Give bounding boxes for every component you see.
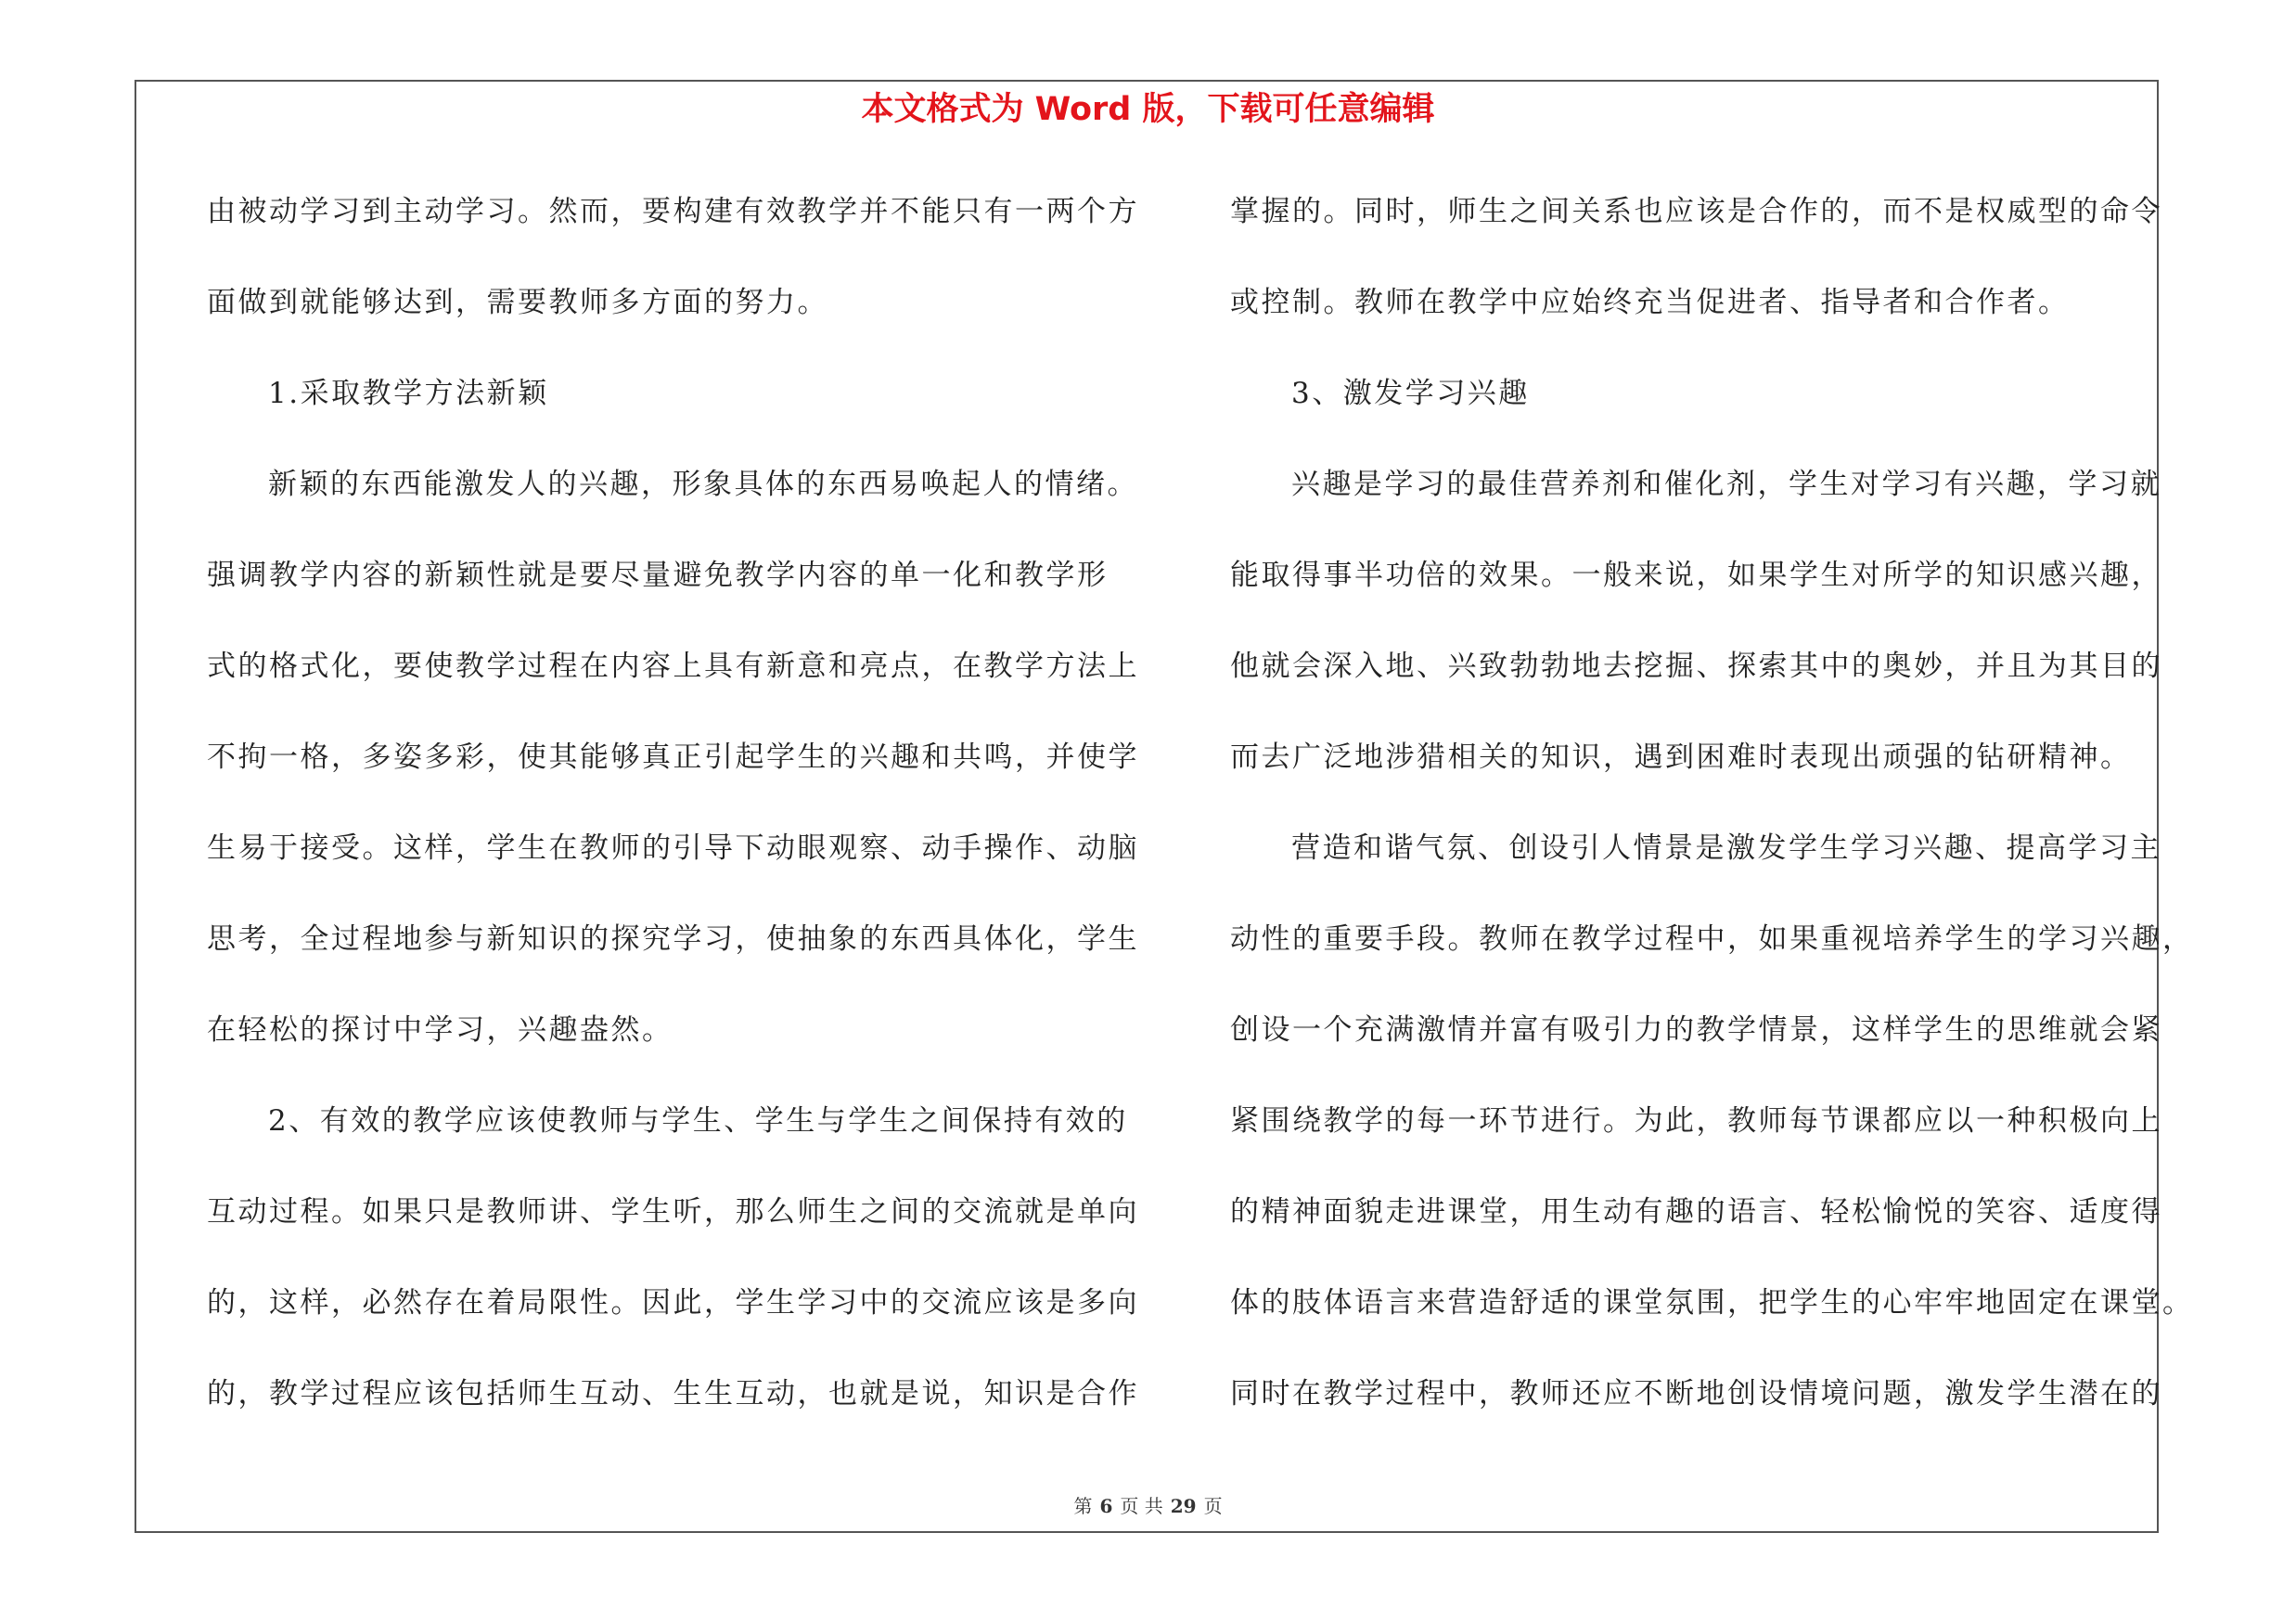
text-line: 2、有效的教学应该使教师与学生、学生与学生之间保持有效的 xyxy=(268,1104,1128,1138)
format-notice-banner: 本文格式为 Word 版，下载可任意编辑 xyxy=(861,91,1435,128)
text-line: 能取得事半功倍的效果。一般来说，如果学生对所学的知识感兴趣， xyxy=(1230,559,2162,592)
text-line: 生易于接受。这样，学生在教师的引导下动眼观察、动手操作、动脑 xyxy=(207,831,1139,865)
text-line: 或控制。教师在教学中应始终充当促进者、指导者和合作者。 xyxy=(1230,286,2070,319)
text-line: 在轻松的探讨中学习，兴趣盎然。 xyxy=(207,1013,673,1047)
text-line: 紧围绕教学的每一环节进行。为此，教师每节课都应以一种积极向上 xyxy=(1230,1104,2162,1138)
text-line: 1.采取教学方法新颖 xyxy=(268,377,549,410)
left-text-column xyxy=(207,182,1139,1455)
footer-middle: 页 共 xyxy=(1120,1495,1163,1517)
text-line: 体的肢体语言来营造舒适的课堂氛围，把学生的心牢牢地固定在课堂。 xyxy=(1230,1286,2194,1320)
text-line: 他就会深入地、兴致勃勃地去挖掘、探索其中的奥妙，并且为其目的 xyxy=(1230,650,2162,683)
text-line: 同时在教学过程中，教师还应不断地创设情境问题，激发学生潜在的 xyxy=(1230,1377,2162,1410)
text-line: 营造和谐气氛、创设引人情景是激发学生学习兴趣、提高学习主 xyxy=(1291,831,2161,865)
page-footer xyxy=(0,1495,2296,1517)
text-line: 掌握的。同时，师生之间关系也应该是合作的，而不是权威型的命令 xyxy=(1230,195,2162,228)
text-line: 创设一个充满激情并富有吸引力的教学情景，这样学生的思维就会紧 xyxy=(1230,1013,2162,1047)
text-line: 3、激发学习兴趣 xyxy=(1291,377,1530,410)
text-line: 思考，全过程地参与新知识的探究学习，使抽象的东西具体化，学生 xyxy=(207,922,1139,956)
text-line: 的，这样，必然存在着局限性。因此，学生学习中的交流应该是多向 xyxy=(207,1286,1139,1320)
text-line: 新颖的东西能激发人的兴趣，形象具体的东西易唤起人的情绪。 xyxy=(268,468,1138,501)
text-line: 而去广泛地涉猎相关的知识，遇到困难时表现出顽强的钻研精神。 xyxy=(1230,741,2132,774)
text-line: 兴趣是学习的最佳营养剂和催化剂，学生对学习有兴趣，学习就 xyxy=(1291,468,2161,501)
footer-prefix: 第 xyxy=(1073,1495,1093,1517)
text-line: 互动过程。如果只是教师讲、学生听，那么师生之间的交流就是单向 xyxy=(207,1195,1139,1229)
text-line: 的，教学过程应该包括师生互动、生生互动，也就是说，知识是合作 xyxy=(207,1377,1139,1410)
text-line: 面做到就能够达到，需要教师多方面的努力。 xyxy=(207,286,828,319)
right-text-column xyxy=(1230,182,2194,1455)
footer-suffix: 页 xyxy=(1203,1495,1223,1517)
total-page-count: 29 xyxy=(1170,1495,1197,1517)
text-line: 不拘一格，多姿多彩，使其能够真正引起学生的兴趣和共鸣，并使学 xyxy=(207,741,1139,774)
text-line: 动性的重要手段。教师在教学过程中，如果重视培养学生的学习兴趣， xyxy=(1230,922,2194,956)
text-line: 由被动学习到主动学习。然而，要构建有效教学并不能只有一两个方 xyxy=(207,195,1139,228)
current-page-number: 6 xyxy=(1099,1495,1113,1517)
text-line: 式的格式化，要使教学过程在内容上具有新意和亮点，在教学方法上 xyxy=(207,650,1139,683)
text-line: 强调教学内容的新颖性就是要尽量避免教学内容的单一化和教学形 xyxy=(207,559,1109,592)
text-line: 的精神面貌走进课堂，用生动有趣的语言、轻松愉悦的笑容、适度得 xyxy=(1230,1195,2162,1229)
